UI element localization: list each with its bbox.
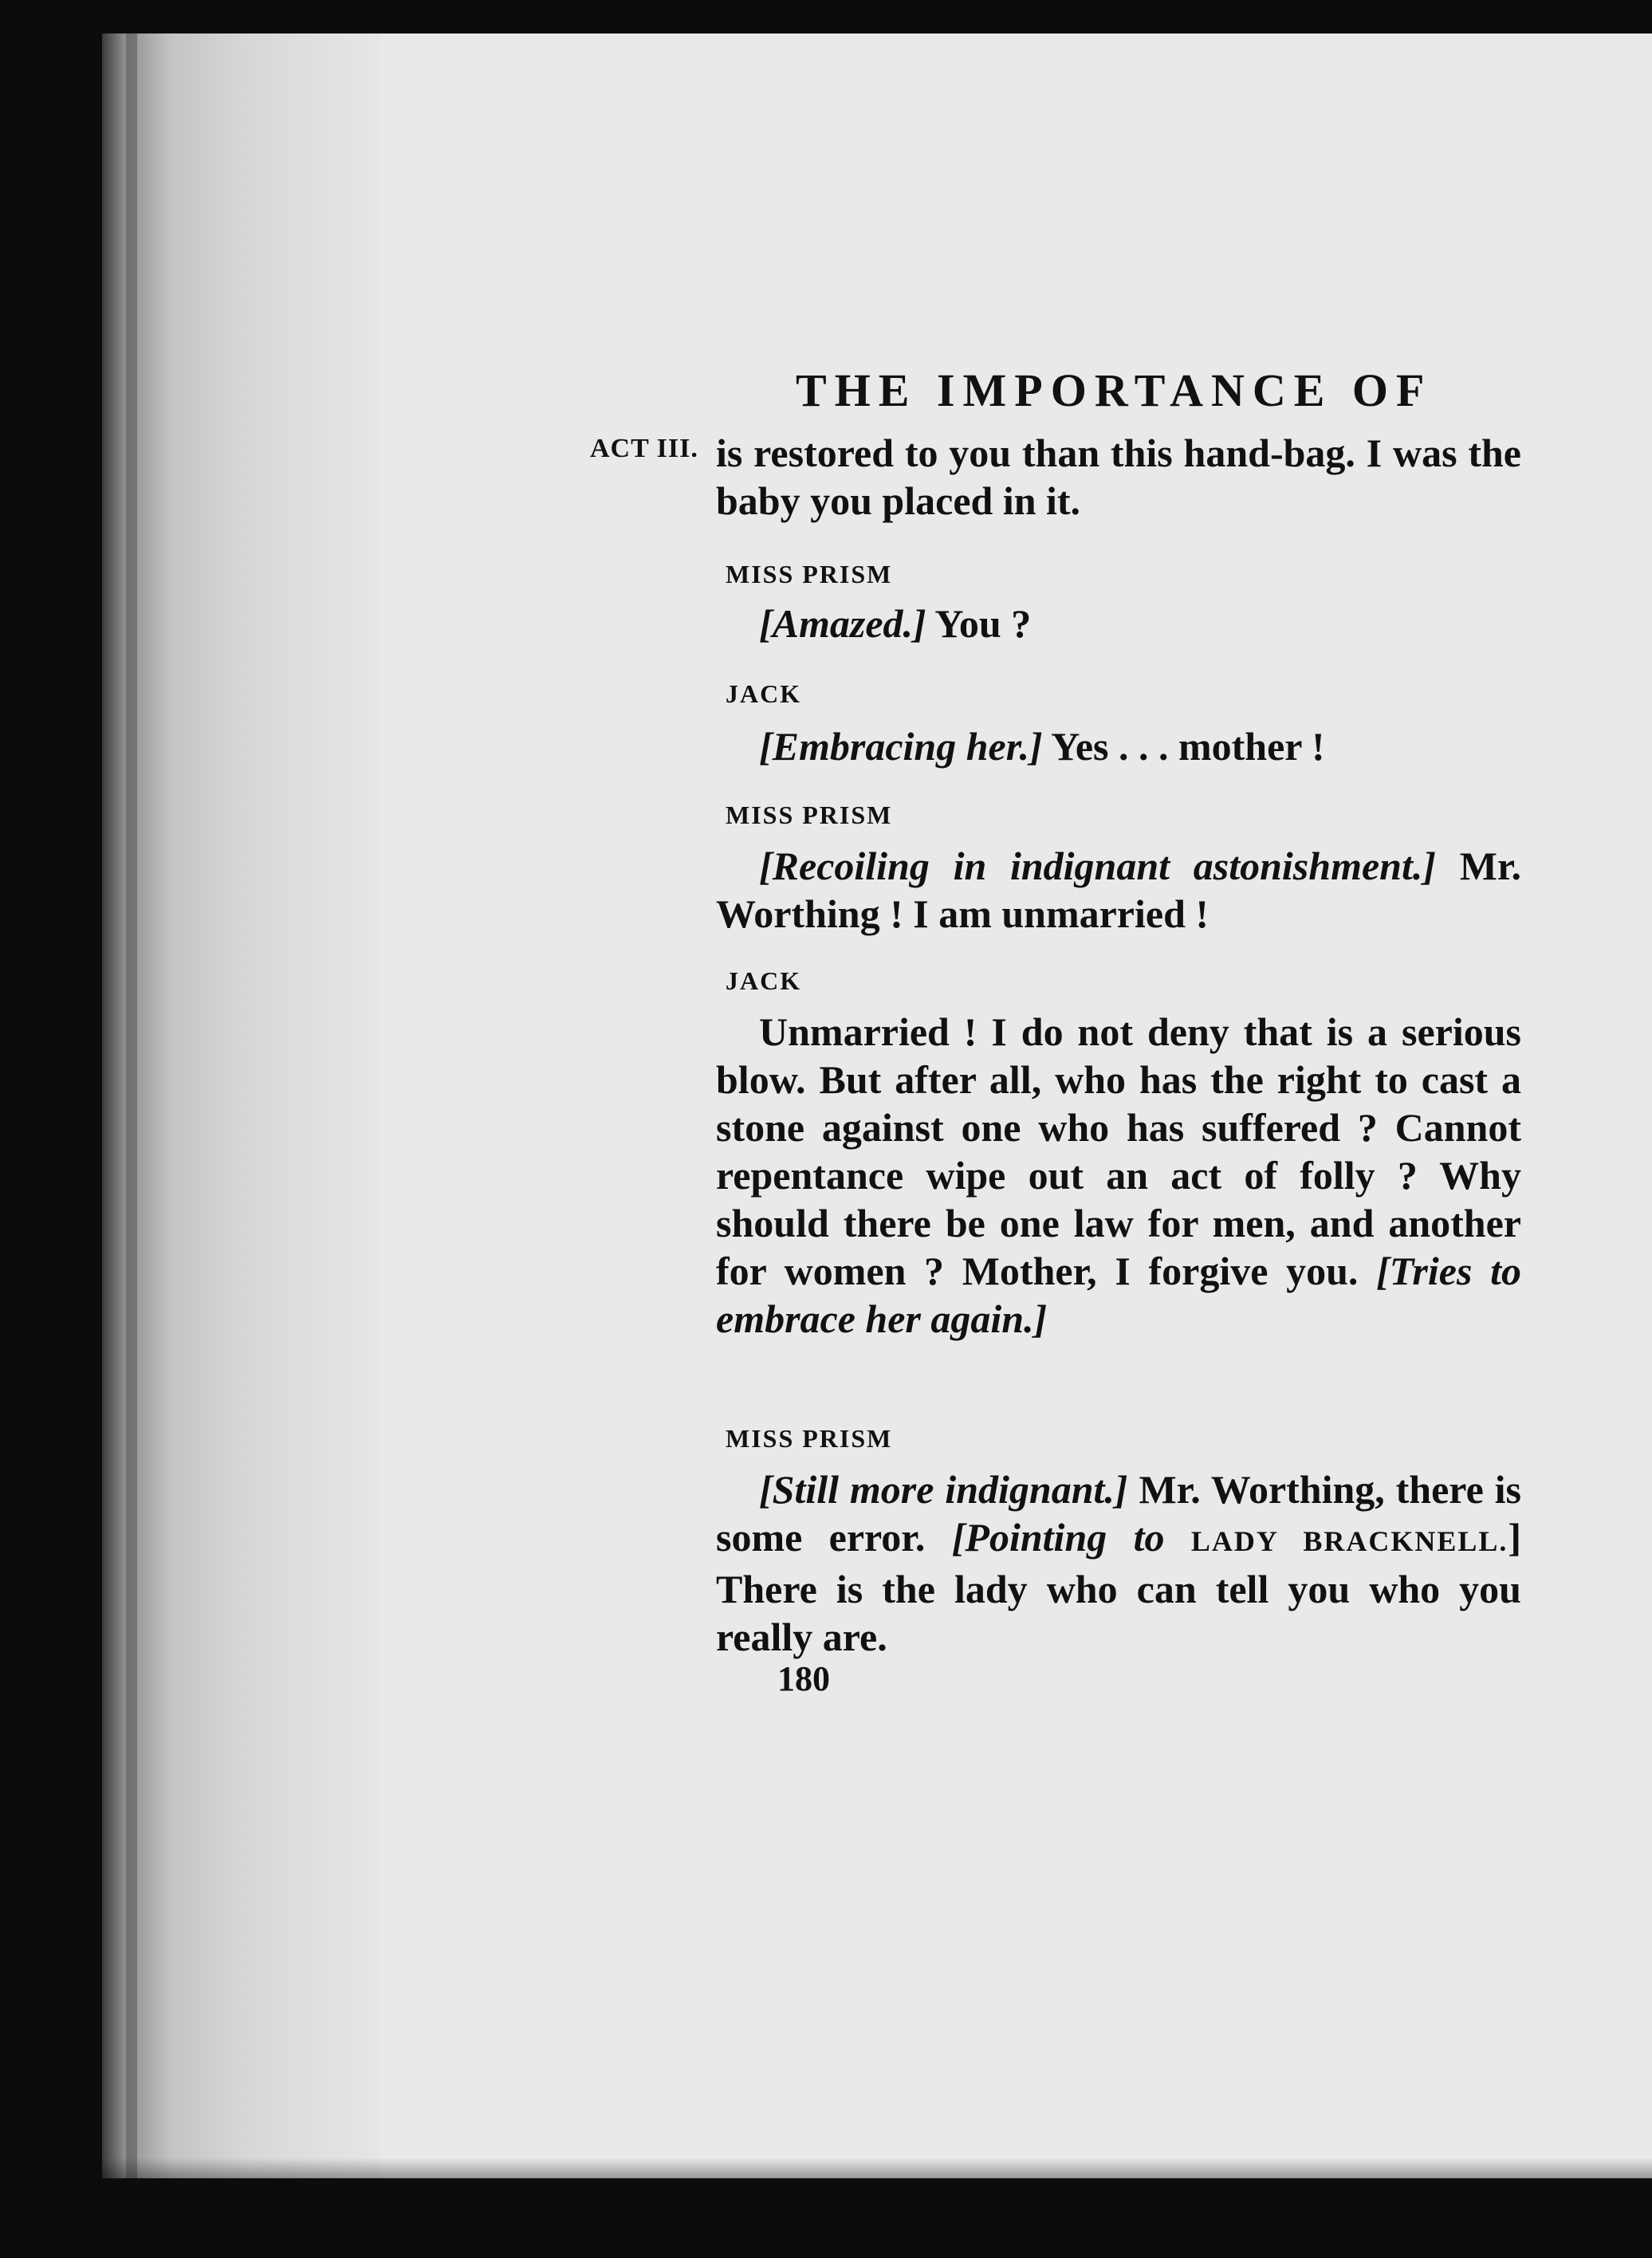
act-label: ACT III. [590, 434, 698, 463]
dialogue-text: Mr. Worthing, there is some error. [716, 1467, 1522, 1560]
dialogue-text: Yes . . . mother ! [1051, 724, 1325, 769]
speaker-name: MISS PRISM [726, 1424, 893, 1453]
stage-direction: [Embracing her.] [759, 724, 1043, 769]
stage-direction: [Still more indignant.] [759, 1467, 1128, 1512]
speech-text [716, 1008, 1521, 1343]
stage-direction: [Amazed.] [759, 601, 926, 646]
speaker-name: MISS PRISM [726, 560, 893, 588]
page-gutter [102, 33, 381, 2178]
speech-text [716, 1465, 1521, 1661]
bracket: ] [1508, 1515, 1522, 1560]
speaker-name: JACK [726, 679, 802, 708]
speaker-name: JACK [726, 966, 802, 995]
opening-paragraph: is restored to you than this hand-bag. I was the baby you placed in it. [716, 431, 1521, 523]
stage-direction: [Recoiling in indignant astonishment.] [759, 844, 1436, 888]
running-head: THE IMPORTANCE OF [796, 364, 1433, 416]
speech-text [716, 600, 1521, 647]
page-number: 180 [777, 1659, 830, 1698]
dialogue-text: You ? [934, 601, 1032, 646]
dialogue-text: There is the lady who can tell you who you really are. [716, 1567, 1521, 1659]
speech-text [716, 842, 1521, 938]
dialogue-text: Unmarried ! I do not deny that is a serious blow. But after all, who has the right to cast a stone against one who has suffered ? Cannot repentance wipe out an act of folly ? Why should there be one law for men, and another for women ? Mother, I forgive you. [716, 1009, 1521, 1293]
speech-text [716, 722, 1521, 770]
page-bottom-shadow [102, 2158, 1652, 2178]
dialogue-text: Mr. Worthing ! I am unmarried ! [716, 844, 1521, 936]
speaker-name: MISS PRISM [726, 801, 893, 829]
binding-edge [126, 33, 137, 2178]
stage-direction: [Tries to embrace her again.] [716, 1249, 1521, 1341]
stage-direction: [Pointing to [951, 1515, 1165, 1560]
character-name-smallcaps: LADY BRACKNELL. [1190, 1525, 1508, 1557]
